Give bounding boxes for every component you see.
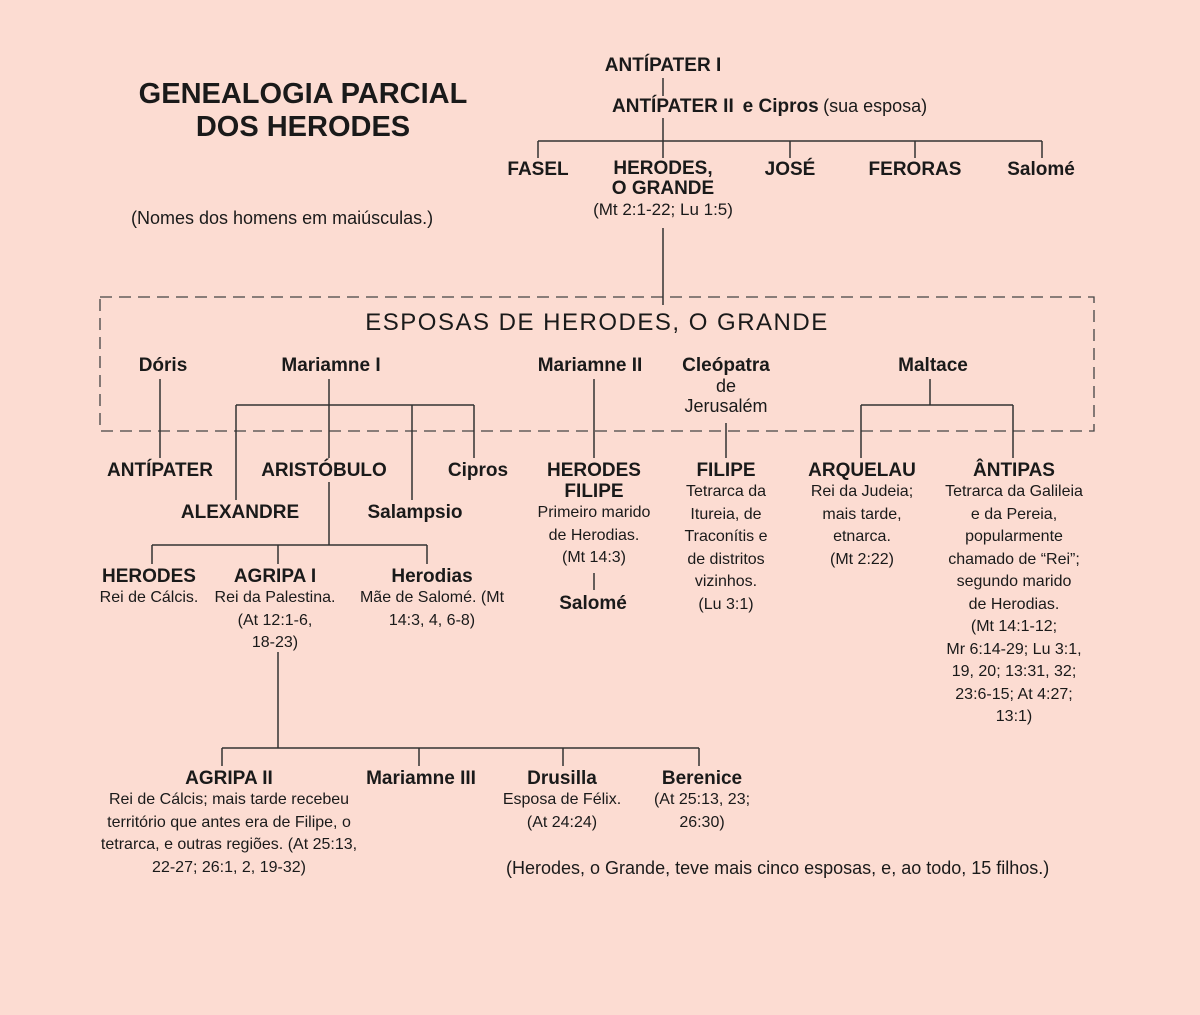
antipater-i: ANTÍPATER I	[604, 55, 722, 76]
arquelau-name: ARQUELAU	[808, 460, 916, 481]
drusilla	[503, 768, 621, 834]
agripa-i-desc-3: 18-23)	[251, 634, 299, 651]
antipas-desc-1: Tetrarca da Galileia	[945, 483, 1083, 500]
antipas-desc-9: 19, 20; 13:31, 32;	[951, 663, 1077, 680]
arquelau-desc-4: (Mt 2:22)	[829, 550, 895, 568]
filipe-desc-1: Tetrarca da	[685, 483, 767, 500]
antipas-desc-10: 23:6-15; At 4:27;	[955, 685, 1073, 703]
page-title	[139, 78, 468, 145]
filipe-desc-4: de distritos	[687, 550, 765, 568]
antipater-ii: ANTÍPATER II	[612, 96, 734, 117]
antipas-desc-7: (Mt 14:1-12;	[970, 618, 1058, 635]
agripa-ii-desc-1: Rei de Cálcis; mais tarde recebeu	[108, 791, 350, 808]
cleopatra-jerusalem: Jerusalém	[684, 396, 768, 416]
drusilla-desc-1: Esposa de Félix.	[502, 791, 622, 808]
herodias	[360, 566, 504, 632]
antipas-desc-2: e da Pereia,	[970, 505, 1058, 523]
alexandre: ALEXANDRE	[180, 502, 300, 523]
berenice-name: Berenice	[661, 768, 743, 789]
filipe-desc-5: vizinhos.	[694, 573, 758, 590]
legend-note: (Nomes dos homens em maiúsculas.)	[131, 208, 434, 228]
title-line-2: DOS HERODES	[195, 111, 411, 144]
filipe	[685, 460, 768, 616]
herodes-grande-line-1: HERODES,	[613, 158, 713, 179]
berenice-desc-1: (At 25:13, 23;	[653, 791, 751, 808]
filipe-desc-3: Traconítis e	[684, 528, 768, 545]
herodes-calcis-desc-1: Rei de Cálcis.	[99, 589, 199, 606]
antipas-desc-8: Mr 6:14-29; Lu 3:1,	[946, 640, 1082, 658]
antipas-desc-6: de Herodias.	[968, 595, 1060, 613]
antipas-desc-4: chamado de “Rei”;	[948, 550, 1080, 568]
berenice	[654, 768, 750, 834]
agripa-i-desc-1: Rei da Palestina.	[214, 589, 336, 606]
salome-daughter: Salomé	[559, 593, 627, 614]
filipe-name: FILIPE	[696, 460, 756, 481]
berenice-desc-2: 26:30)	[679, 813, 725, 831]
drusilla-name: Drusilla	[527, 768, 597, 789]
aristobulo: ARISTÓBULO	[261, 460, 387, 481]
antipater-ii-line	[612, 97, 927, 116]
title-line-1: GENEALOGIA PARCIAL	[138, 78, 468, 110]
cleopatra-de: de	[715, 376, 737, 396]
herodes-filipe-line-2: FILIPE	[564, 481, 624, 502]
herodias-desc-2: 14:3, 4, 6-8)	[388, 611, 476, 629]
sua-esposa: (sua esposa)	[823, 96, 928, 116]
agripa-ii-desc-2: território que antes era de Filipe, o	[107, 813, 351, 831]
herodias-desc-1: Mãe de Salomé. (Mt	[359, 589, 505, 606]
agripa-i-desc-2: (At 12:1-6,	[237, 611, 313, 629]
herodes-o-grande	[593, 159, 733, 222]
wives-title: ESPOSAS DE HERODES, O GRANDE	[365, 309, 829, 336]
fasel: FASEL	[507, 159, 569, 180]
agripa-ii-desc-4: 22-27; 26:1, 2, 19-32)	[152, 858, 306, 876]
arquelau-desc-1: Rei da Judeia;	[810, 483, 914, 500]
wife-mariamne-ii: Mariamne II	[537, 355, 643, 376]
wife-doris: Dóris	[138, 355, 188, 376]
feroras: FERORAS	[868, 159, 962, 180]
herodes-filipe-line-1: HERODES	[547, 460, 641, 481]
wife-maltace: Maltace	[898, 355, 968, 376]
antipas-name: ÂNTIPAS	[973, 460, 1055, 481]
herodes-filipe	[538, 460, 651, 570]
antipater: ANTÍPATER	[107, 460, 213, 481]
antipas	[945, 460, 1083, 729]
herodes-filipe-desc-1: Primeiro marido	[537, 504, 651, 521]
agripa-i-name: AGRIPA I	[233, 566, 317, 587]
herodes-calcis	[100, 566, 199, 610]
antipas-desc-5: segundo marido	[956, 573, 1072, 590]
cleopatra-name: Cleópatra	[682, 355, 770, 376]
jose: JOSÉ	[764, 159, 816, 180]
footnote: (Herodes, o Grande, teve mais cinco esposas, e, ao todo, 15 filhos.)	[506, 858, 1050, 878]
herodes-grande-ref: (Mt 2:1-22; Lu 1:5)	[593, 200, 733, 219]
herodias-name: Herodias	[391, 566, 473, 587]
antipas-desc-3: popularmente	[965, 528, 1063, 545]
filipe-desc-2: Itureia, de	[690, 505, 762, 523]
drusilla-desc-2: (At 24:24)	[526, 813, 598, 831]
antipas-desc-11: 13:1)	[995, 708, 1033, 725]
cipros-daughter: Cipros	[447, 460, 509, 481]
mariamne-iii: Mariamne III	[366, 768, 476, 789]
herodes-calcis-name: HERODES	[102, 566, 196, 587]
salampsio: Salampsio	[367, 502, 463, 523]
salome-sister: Salomé	[1007, 159, 1075, 180]
arquelau	[808, 460, 916, 571]
arquelau-desc-2: mais tarde,	[822, 505, 902, 523]
agripa-ii	[101, 768, 357, 879]
agripa-ii-name: AGRIPA II	[185, 768, 273, 789]
filipe-desc-6: (Lu 3:1)	[698, 595, 754, 613]
agripa-i	[215, 566, 336, 655]
wife-mariamne-i: Mariamne I	[281, 355, 381, 376]
arquelau-desc-3: etnarca.	[833, 528, 891, 545]
herodes-filipe-desc-2: de Herodias.	[548, 526, 640, 544]
herodes-grande-line-2: O GRANDE	[611, 178, 715, 199]
agripa-ii-desc-3: tetrarca, e outras regiões. (At 25:13,	[100, 836, 358, 853]
herodes-filipe-desc-3: (Mt 14:3)	[561, 549, 627, 566]
cipros-wife: e Cipros	[742, 96, 819, 117]
wife-cleopatra	[682, 355, 770, 417]
